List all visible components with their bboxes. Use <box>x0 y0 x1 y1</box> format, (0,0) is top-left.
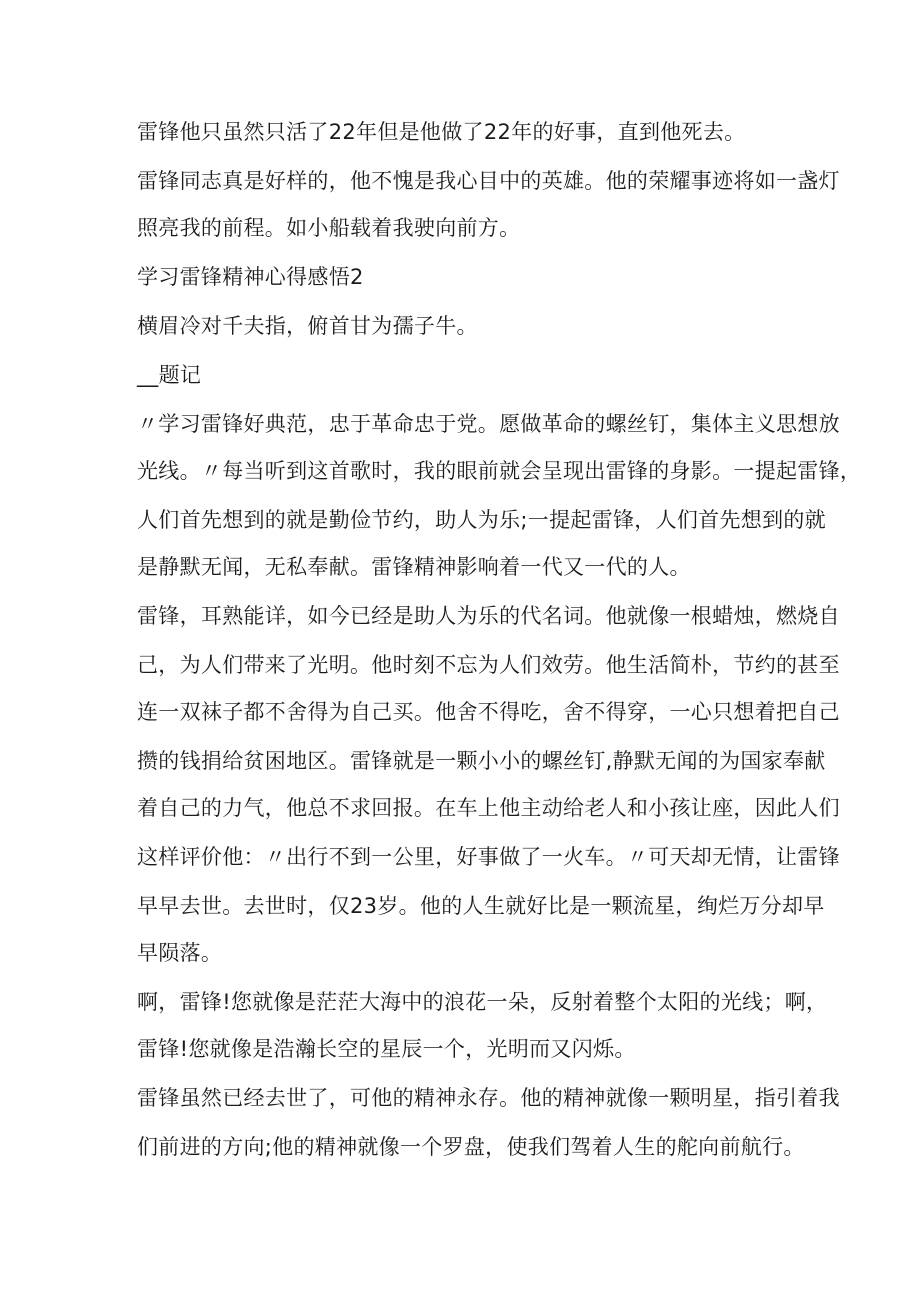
paragraph-line: 照亮我的前程。如小船载着我驶向前方。 <box>137 216 521 240</box>
paragraph-line: 己，为人们带来了光明。他时刻不忘为人们效劳。他生活简朴，节约的甚至 <box>137 653 840 677</box>
paragraph-line: 雷锋虽然已经去世了，可他的精神永存。他的精神就像一颗明星，指引着我 <box>137 1086 840 1110</box>
paragraph-line: 早早去世。去世时，仅23岁。他的人生就好比是一颗流星，绚烂万分却早 <box>137 894 825 918</box>
epigraph-attribution: __题记 <box>137 363 202 387</box>
paragraph-line: 人们首先想到的就是勤俭节约，助人为乐;一提起雷锋，人们首先想到的就 <box>137 508 826 532</box>
paragraph-line: 早陨落。 <box>137 941 223 965</box>
paragraph-line: 雷锋，耳熟能详，如今已经是助人为乐的代名词。他就像一根蜡烛，燃烧自 <box>137 604 840 628</box>
paragraph-line: 光线。〃每当听到这首歌时，我的眼前就会呈现出雷锋的身影。一提起雷锋， <box>137 459 862 483</box>
paragraph-line: 雷锋同志真是好样的，他不愧是我心目中的英雄。他的荣耀事迹将如一盏灯 <box>137 169 840 193</box>
epigraph-line: 横眉冷对千夫指，俯首甘为孺子牛。 <box>137 314 478 338</box>
paragraph-line: 们前进的方向;他的精神就像一个罗盘，使我们驾着人生的舵向前航行。 <box>137 1135 805 1159</box>
paragraph-line: 连一双袜子都不舍得为自己买。他舍不得吃，舍不得穿，一心只想着把自己 <box>137 700 840 724</box>
paragraph-line: 〃学习雷锋好典范，忠于革命忠于党。愿做革命的螺丝钉，集体主义思想放 <box>137 412 840 436</box>
paragraph-line: 是静默无闻，无私奉献。雷锋精神影响着一代又一代的人。 <box>137 555 691 579</box>
paragraph-line: 雷锋!您就像是浩瀚长空的星辰一个，光明而又闪烁。 <box>137 1037 636 1061</box>
paragraph-line: 这样评价他：〃出行不到一公里，好事做了一火车。〃可天却无情，让雷锋 <box>137 845 840 869</box>
paragraph-line: 雷锋他只虽然只活了22年但是他做了22年的好事，直到他死去。 <box>137 120 746 144</box>
paragraph-line: 啊，雷锋!您就像是茫茫大海中的浪花一朵，反射着整个太阳的光线；啊， <box>137 990 828 1014</box>
section-heading: 学习雷锋精神心得感悟2 <box>137 265 364 289</box>
paragraph-line: 攒的钱捐给贫困地区。雷锋就是一颗小小的螺丝钉,静默无闻的为国家奉献 <box>137 749 826 773</box>
paragraph-line: 着自己的力气，他总不求回报。在车上他主动给老人和小孩让座，因此人们 <box>137 796 840 820</box>
